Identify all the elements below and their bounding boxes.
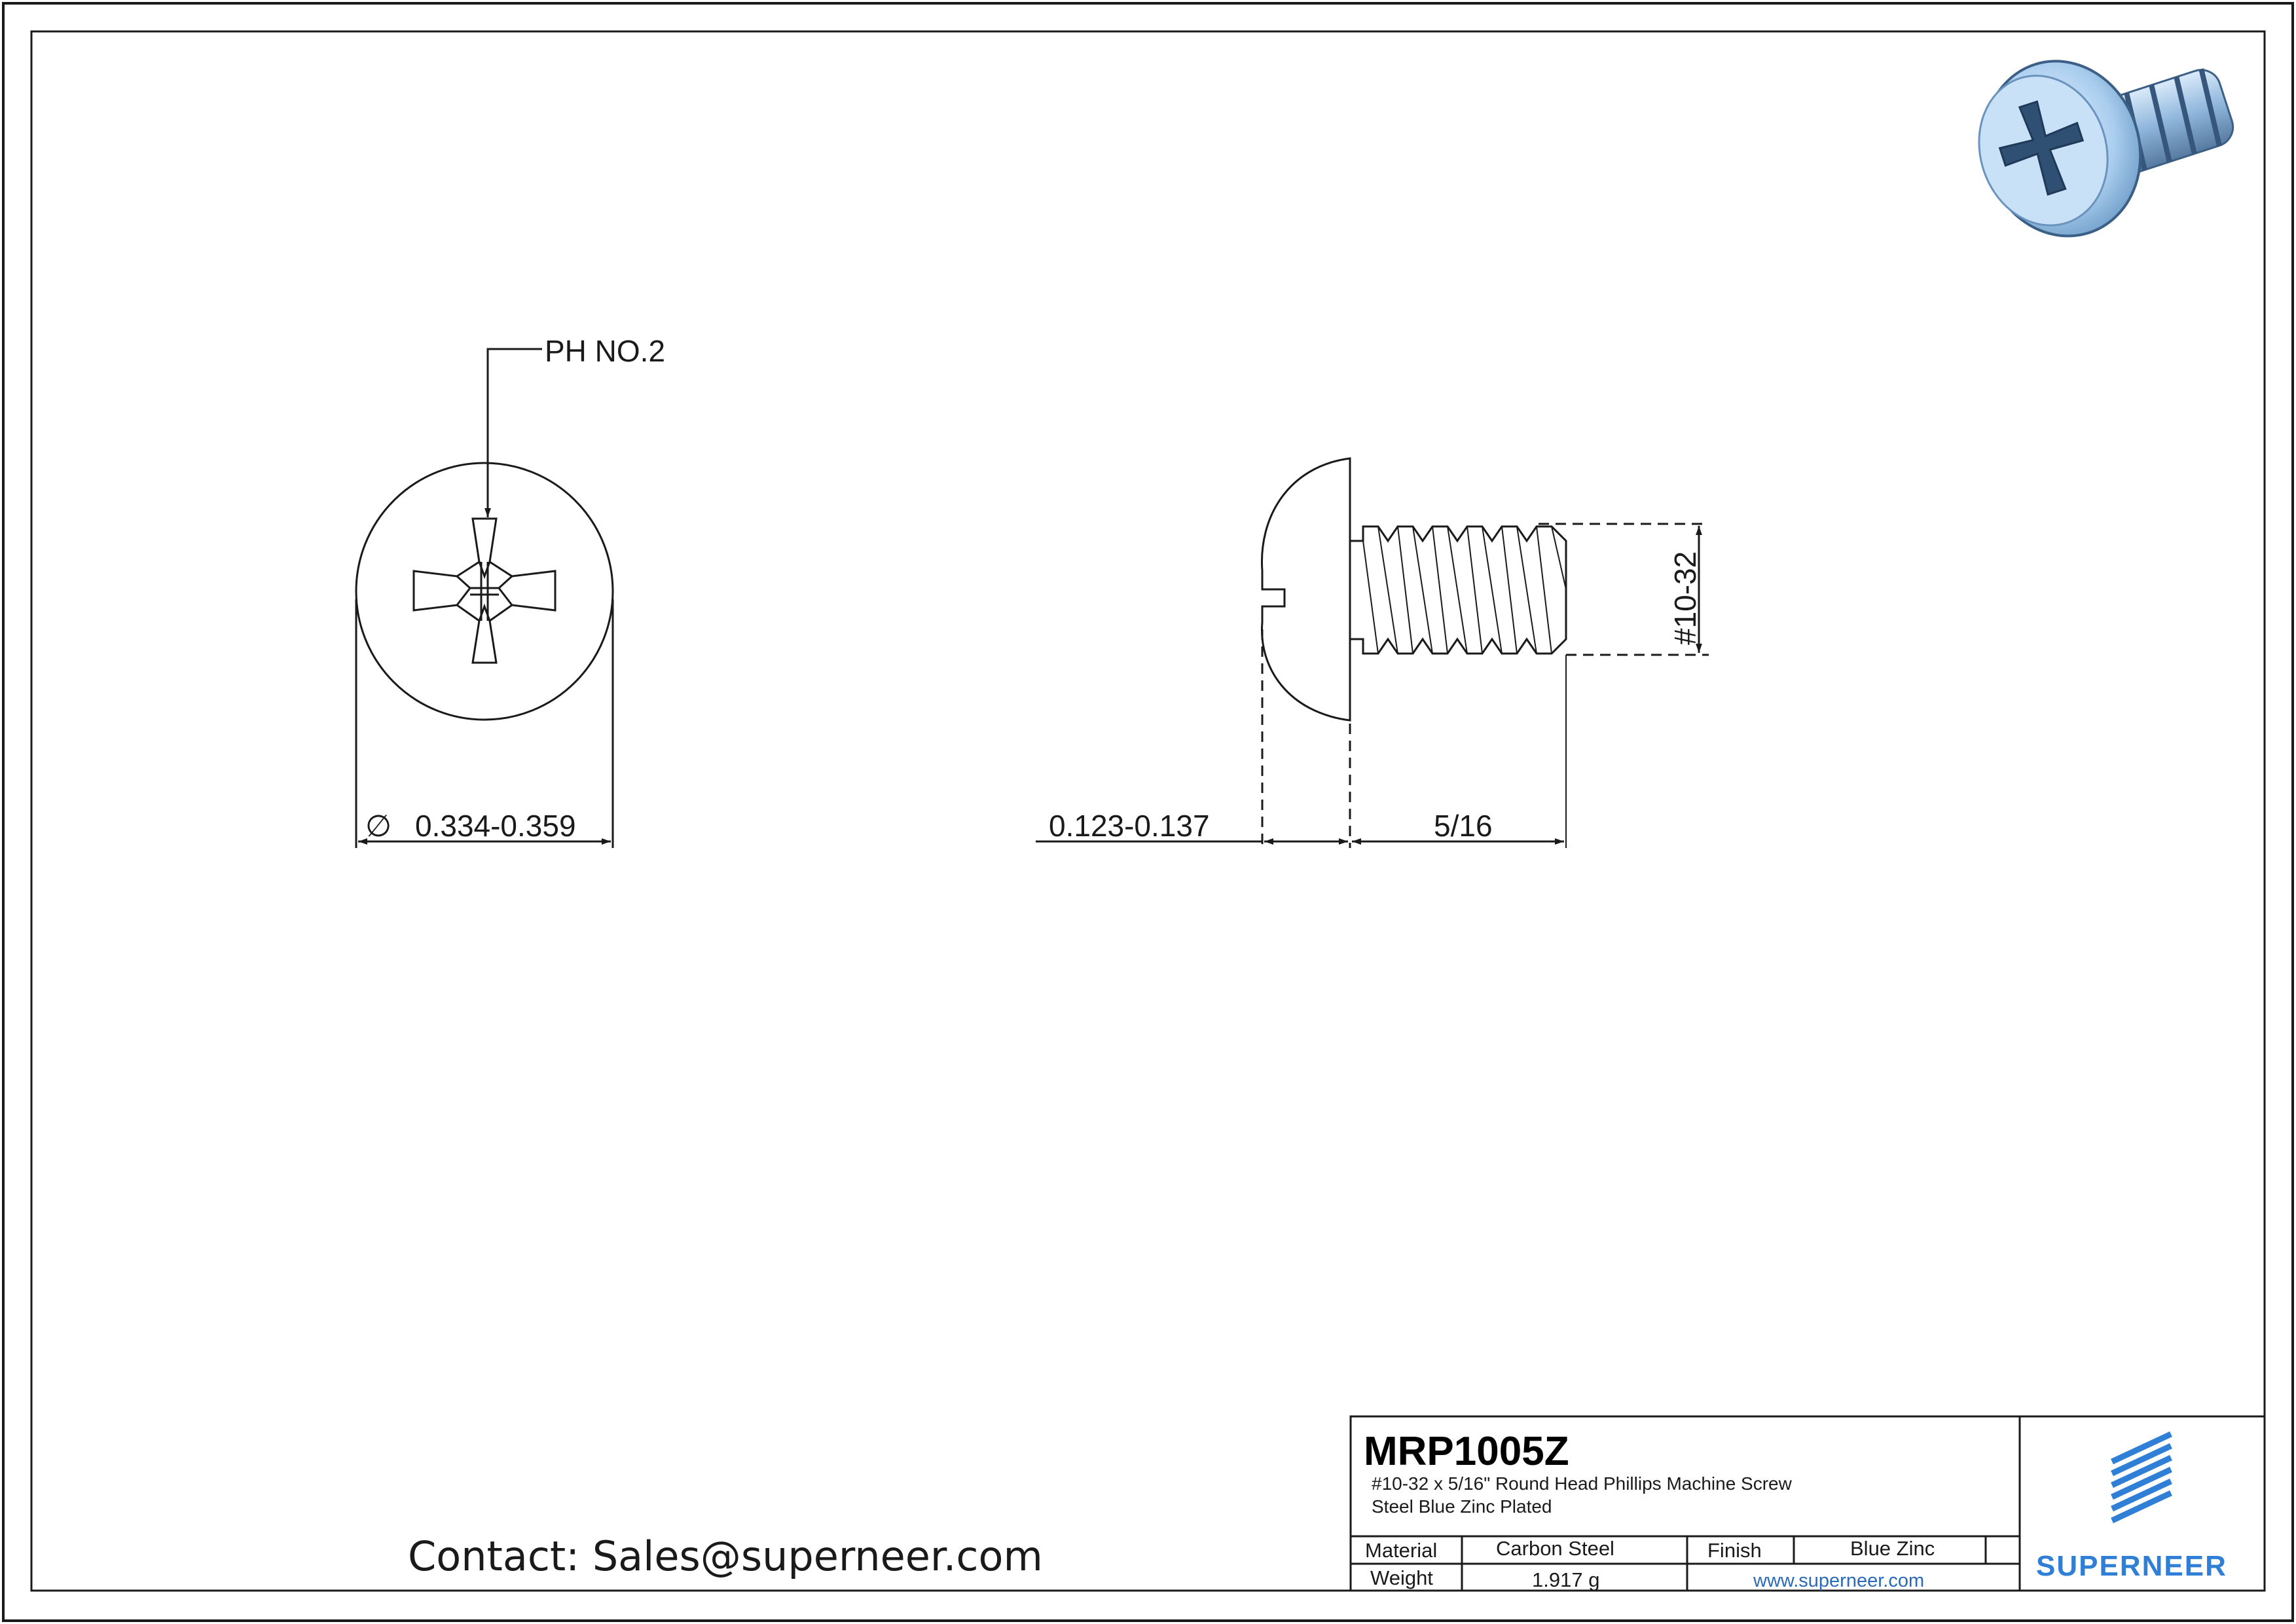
brand-name: SUPERNEER xyxy=(2036,1550,2227,1582)
finish-value: Blue Zinc xyxy=(1850,1537,1935,1560)
material-value: Carbon Steel xyxy=(1496,1537,1614,1560)
head-height-value: 0.123-0.137 xyxy=(1049,809,1210,843)
website-link[interactable]: www.superneer.com xyxy=(1753,1570,1925,1591)
drive-label: PH NO.2 xyxy=(545,334,666,368)
description-line2: Steel Blue Zinc Plated xyxy=(1372,1496,1552,1517)
drive-leader xyxy=(488,349,542,517)
contact-text: Contact: Sales@superneer.com xyxy=(408,1532,1043,1580)
diameter-symbol: ∅ xyxy=(365,809,392,843)
finish-label: Finish xyxy=(1707,1539,1762,1562)
description-line1: #10-32 x 5/16" Round Head Phillips Machine Screw xyxy=(1372,1473,1792,1494)
length-value: 5/16 xyxy=(1434,809,1493,843)
top-view xyxy=(356,349,613,720)
superneer-stripes-logo xyxy=(2112,1434,2171,1521)
part-number: MRP1005Z xyxy=(1364,1429,1569,1474)
phillips-recess xyxy=(414,519,555,663)
head-dome xyxy=(1262,458,1350,720)
screw-3d-render-icon xyxy=(1958,12,2251,257)
weight-label: Weight xyxy=(1370,1566,1433,1589)
material-label: Material xyxy=(1365,1539,1438,1562)
thread-size-value: #10-32 xyxy=(1668,551,1702,645)
weight-value: 1.917 g xyxy=(1532,1568,1600,1591)
head-outline xyxy=(356,463,613,720)
head-diameter-value: 0.334-0.359 xyxy=(415,809,576,843)
side-view xyxy=(1262,458,1566,720)
